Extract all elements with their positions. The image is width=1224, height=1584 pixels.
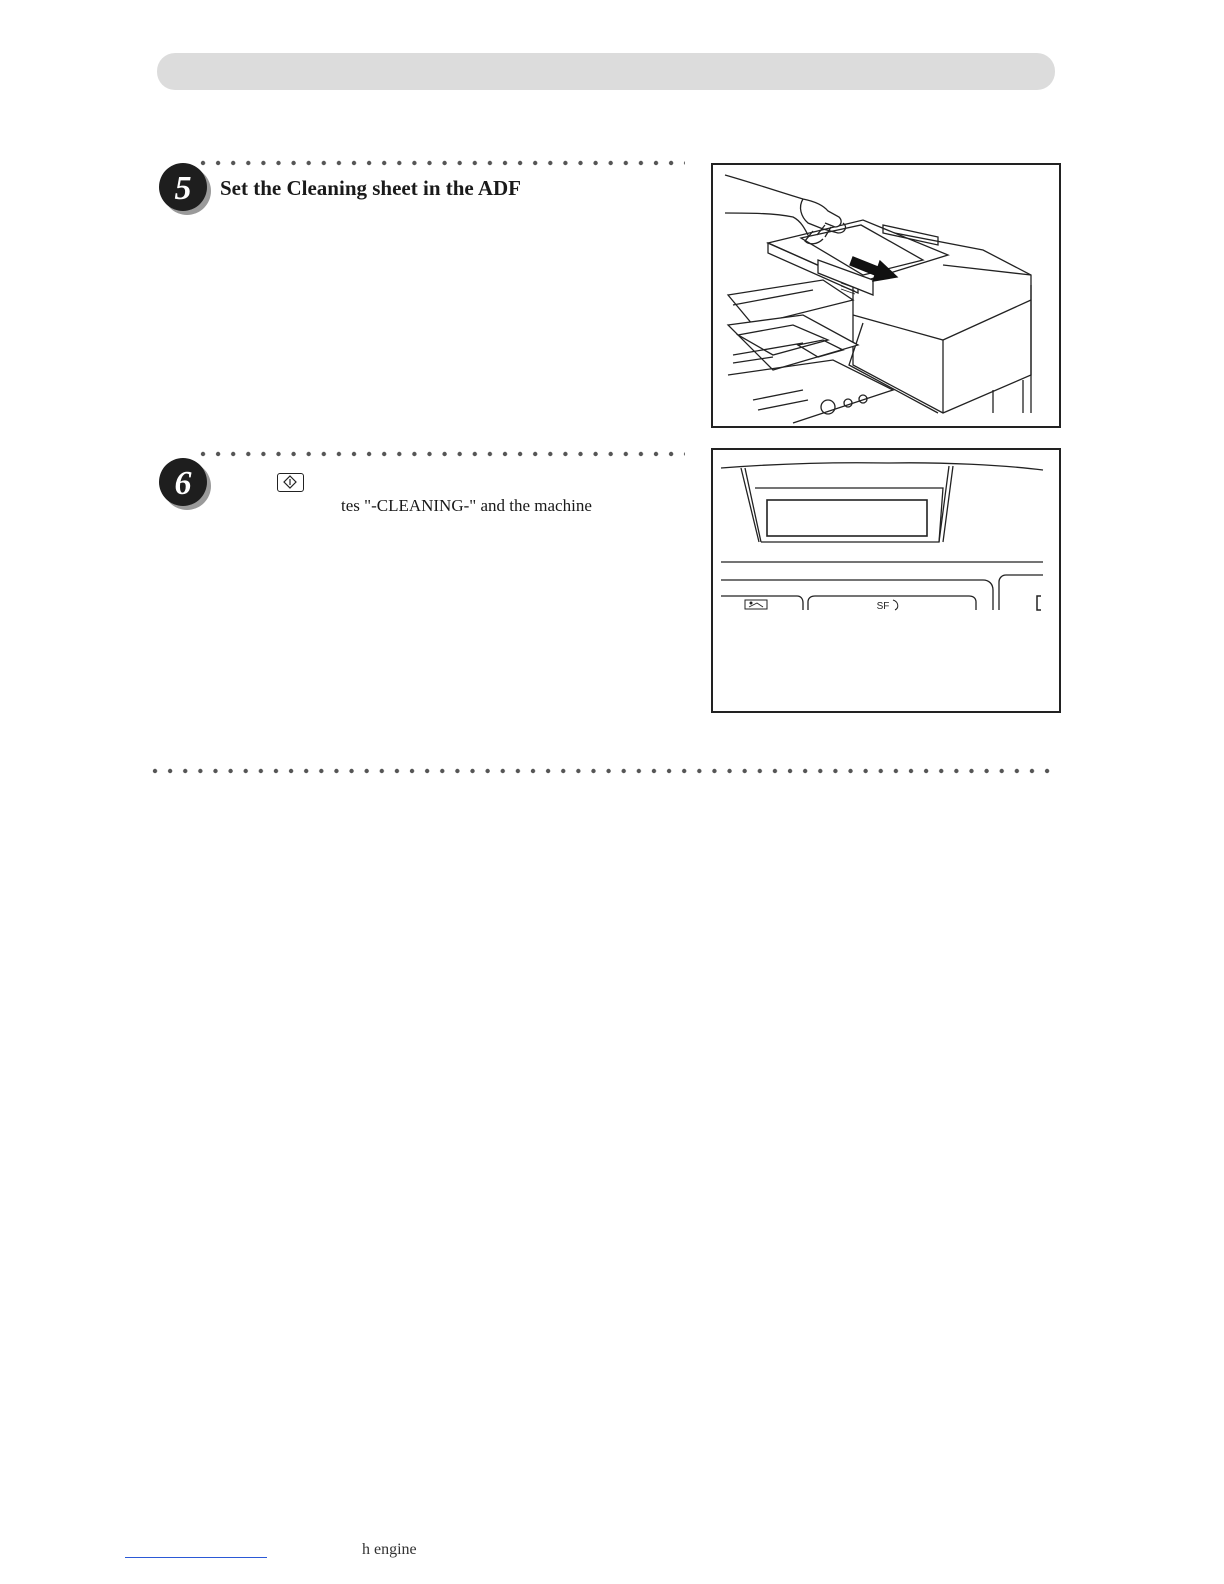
step-6-badge — [158, 457, 214, 513]
start-key-icon — [277, 473, 304, 492]
step-5-title: Set the Cleaning sheet in the ADF — [220, 176, 521, 200]
dotted-rule-graphic — [200, 160, 685, 166]
step-6-text: tes "-CLEANING-" and the machine — [341, 496, 592, 515]
step-5-number: 5 — [174, 170, 192, 207]
dotted-rule-graphic — [152, 768, 1052, 774]
sf-key-label: SF — [876, 601, 890, 612]
dotted-rule-graphic — [200, 451, 685, 457]
footer-link[interactable] — [125, 1557, 267, 1559]
step-6-dotted-divider — [200, 451, 685, 457]
section-end-dotted-divider — [152, 768, 1052, 774]
step-5-dotted-divider — [200, 160, 685, 166]
step-5-badge — [158, 162, 214, 218]
control-panel-illustration — [711, 448, 1061, 713]
footer-text: h engine — [362, 1541, 417, 1558]
adf-insert-illustration — [711, 163, 1061, 428]
section-header-bar — [157, 53, 1055, 90]
step-6-number: 6 — [174, 465, 192, 502]
